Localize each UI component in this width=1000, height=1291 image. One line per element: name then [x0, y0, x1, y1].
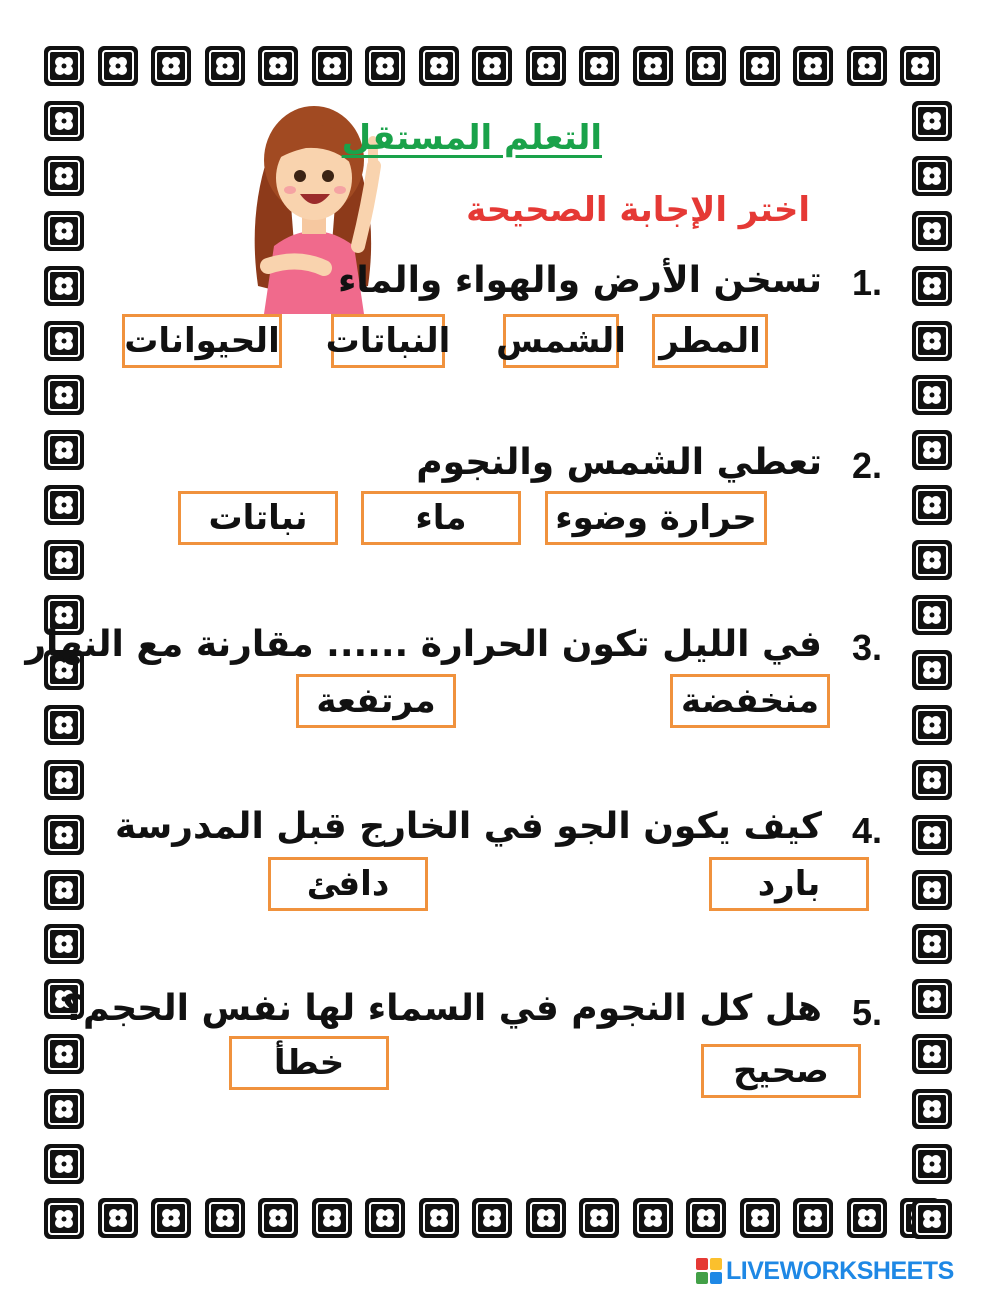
four-petal-flower-icon — [98, 46, 138, 86]
four-petal-flower-icon — [912, 156, 952, 196]
four-petal-flower-icon — [912, 540, 952, 580]
four-petal-flower-icon — [258, 46, 298, 86]
question-number: 1. — [851, 262, 882, 303]
four-petal-flower-icon — [472, 1198, 512, 1238]
four-petal-flower-icon — [912, 1144, 952, 1184]
four-petal-flower-icon — [912, 760, 952, 800]
four-petal-flower-icon — [912, 375, 952, 415]
question-text: تعطي الشمس والنجوم — [416, 442, 822, 483]
four-petal-flower-icon — [633, 1198, 673, 1238]
four-petal-flower-icon — [912, 815, 952, 855]
four-petal-flower-icon — [793, 1198, 833, 1238]
four-petal-flower-icon — [912, 1034, 952, 1074]
answer-option[interactable]: النباتات — [331, 314, 445, 368]
liveworksheets-logo[interactable] — [696, 1256, 954, 1286]
answer-option[interactable]: حرارة وضوء — [545, 491, 767, 545]
four-petal-flower-icon — [912, 924, 952, 964]
four-petal-flower-icon — [912, 979, 952, 1019]
four-petal-flower-icon — [205, 46, 245, 86]
answer-option[interactable]: خطأ — [229, 1036, 389, 1090]
four-petal-flower-icon — [44, 815, 84, 855]
question-number: 4. — [851, 810, 882, 851]
four-petal-flower-icon — [44, 540, 84, 580]
four-petal-flower-icon — [44, 266, 84, 306]
four-petal-flower-icon — [912, 650, 952, 690]
four-petal-flower-icon — [151, 1198, 191, 1238]
four-petal-flower-icon — [912, 595, 952, 635]
four-petal-flower-icon — [847, 46, 887, 86]
four-petal-flower-icon — [44, 321, 84, 361]
four-petal-flower-icon — [44, 430, 84, 470]
four-petal-flower-icon — [912, 870, 952, 910]
four-petal-flower-icon — [44, 1034, 84, 1074]
four-petal-flower-icon — [900, 46, 940, 86]
four-petal-flower-icon — [365, 46, 405, 86]
four-petal-flower-icon — [44, 101, 84, 141]
four-petal-flower-icon — [847, 1198, 887, 1238]
four-petal-flower-icon — [44, 46, 84, 86]
four-petal-flower-icon — [419, 46, 459, 86]
answer-option[interactable]: مرتفعة — [296, 674, 456, 728]
four-petal-flower-icon — [793, 46, 833, 86]
four-petal-flower-icon — [633, 46, 673, 86]
answer-option[interactable]: بارد — [709, 857, 869, 911]
four-petal-flower-icon — [912, 1199, 952, 1239]
four-petal-flower-icon — [312, 1198, 352, 1238]
four-petal-flower-icon — [912, 321, 952, 361]
four-petal-flower-icon — [44, 760, 84, 800]
four-petal-flower-icon — [151, 46, 191, 86]
page-subtitle: التعلم المستقل — [341, 118, 602, 158]
four-petal-flower-icon — [44, 156, 84, 196]
answer-option[interactable]: المطر — [652, 314, 768, 368]
four-petal-flower-icon — [312, 46, 352, 86]
four-petal-flower-icon — [740, 46, 780, 86]
instruction-heading: اختر الإجابة الصحيحة — [466, 190, 810, 230]
answer-option[interactable]: صحيح — [701, 1044, 861, 1098]
four-petal-flower-icon — [912, 1089, 952, 1129]
four-petal-flower-icon — [912, 101, 952, 141]
four-petal-flower-icon — [365, 1198, 405, 1238]
four-petal-flower-icon — [205, 1198, 245, 1238]
four-petal-flower-icon — [472, 46, 512, 86]
four-petal-flower-icon — [912, 705, 952, 745]
four-petal-flower-icon — [419, 1198, 459, 1238]
question-text: هل كل النجوم في السماء لها نفس الحجم؟ — [62, 988, 822, 1029]
question-text: تسخن الأرض والهواء والماء — [338, 260, 822, 301]
answer-option[interactable]: الحيوانات — [122, 314, 282, 368]
four-petal-flower-icon — [686, 46, 726, 86]
four-petal-flower-icon — [44, 1089, 84, 1129]
four-petal-flower-icon — [44, 375, 84, 415]
four-petal-flower-icon — [44, 1144, 84, 1184]
four-petal-flower-icon — [44, 870, 84, 910]
answer-option[interactable]: منخفضة — [670, 674, 830, 728]
four-petal-flower-icon — [526, 1198, 566, 1238]
answer-option[interactable]: نباتات — [178, 491, 338, 545]
four-petal-flower-icon — [44, 924, 84, 964]
question-text: في الليل تكون الحرارة ...... مقارنة مع النهار — [25, 624, 822, 665]
liveworksheets-logo-icon — [696, 1258, 722, 1284]
four-petal-flower-icon — [686, 1198, 726, 1238]
four-petal-flower-icon — [44, 485, 84, 525]
four-petal-flower-icon — [44, 1199, 84, 1239]
four-petal-flower-icon — [526, 46, 566, 86]
question-number: 5. — [851, 992, 882, 1033]
four-petal-flower-icon — [579, 1198, 619, 1238]
four-petal-flower-icon — [740, 1198, 780, 1238]
four-petal-flower-icon — [98, 1198, 138, 1238]
question-text: كيف يكون الجو في الخارج قبل المدرسة — [115, 806, 822, 847]
four-petal-flower-icon — [579, 46, 619, 86]
four-petal-flower-icon — [912, 485, 952, 525]
four-petal-flower-icon — [912, 430, 952, 470]
question-number: 3. — [851, 627, 882, 668]
brand-name: LIVEWORKSHEETS — [726, 1256, 954, 1285]
four-petal-flower-icon — [44, 705, 84, 745]
question-number: 2. — [851, 445, 882, 486]
four-petal-flower-icon — [44, 211, 84, 251]
answer-option[interactable]: ماء — [361, 491, 521, 545]
answer-option[interactable]: الشمس — [503, 314, 619, 368]
four-petal-flower-icon — [912, 266, 952, 306]
four-petal-flower-icon — [912, 211, 952, 251]
four-petal-flower-icon — [258, 1198, 298, 1238]
answer-option[interactable]: دافئ — [268, 857, 428, 911]
